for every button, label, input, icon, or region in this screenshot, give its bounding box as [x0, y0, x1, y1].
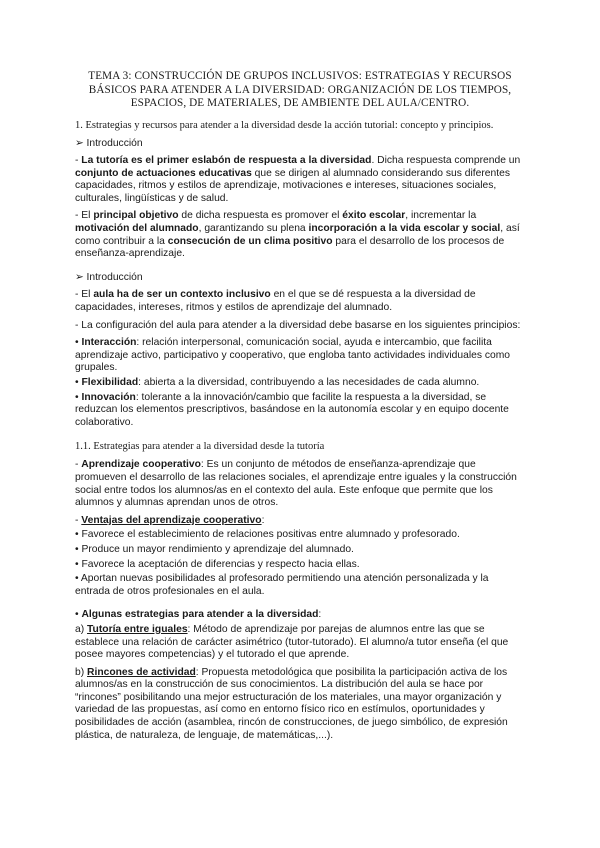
principle-flexibilidad: • Flexibilidad: abierta a la diversidad, contribuyendo a las necesidades de cada alumno. [75, 377, 480, 388]
intro-heading-1: ➢ Introducción [75, 137, 143, 149]
paragraph-aula-inclusivo: - El aula ha de ser un contexto inclusivo en el que se dé respuesta a la diversidad de capacidades, intereses, ritmos y estilos de aprendizaje del alumnado. [75, 289, 476, 314]
advantage-item: • Favorece la aceptación de diferencias y respecto hacia ellas. [75, 558, 360, 570]
advantages-heading: - Ventajas del aprendizaje cooperativo: [75, 514, 265, 526]
paragraph-objetivo: - El principal objetivo de dicha respuesta es promover el éxito escolar, incrementar la motivación del alumnado, garantizando su plena incorporación a la vida escolar y social, así como contribuir a la consecución de un clima positivo para el desarrollo de los procesos de enseñanza-aprendizaje. [75, 210, 520, 260]
intro-heading-2: ➢ Introducción [75, 271, 143, 283]
section-1-heading: 1. Estrategias y recursos para atender a la diversidad desde la acción tutorial: concepto y principios. [75, 119, 494, 131]
strategies-heading: • Algunas estrategias para atender a la diversidad: [75, 609, 322, 621]
principle-interaccion: • Interacción: relación interpersonal, comunicación social, ayuda e intercambio, que facilita aprendizaje activo, participativo y cooperativo, que engloba tanto actividades individuales como grupales. [75, 337, 511, 374]
paragraph-aprendizaje-cooperativo: - Aprendizaje cooperativo: Es un conjunto de métodos de enseñanza-aprendizaje que promueven el desarrollo de las relaciones sociales, el aprendizaje entre iguales y la construcción social entre todos los alumnos/as en el contexto del aula. Este enfoque que permite que los alumnos y alumnas aprendan unos de otros. [75, 459, 517, 509]
advantage-item: • Produce un mayor rendimiento y aprendizaje del alumnado. [75, 543, 354, 555]
strategy-tutoria-iguales: a) Tutoría entre iguales: Método de aprendizaje por parejas de alumnos entre las que se establece una relación de carácter asimétrico (tutor-tutorado). El alumno/a tutor enseña (el que posee mayores competencias) y el tutorado el que aprende. [75, 623, 509, 661]
paragraph-tutoria: - La tutoría es el primer eslabón de respuesta a la diversidad. Dicha respuesta comprende un conjunto de actuaciones educativas que se dirigen al alumnado considerando sus diferentes capacidades, ritmos y estilos de aprendizaje, motivaciones e intereses, situaciones sociales, culturales, lingüísticas y de salud. [75, 155, 521, 204]
advantage-item: • Aportan nuevas posibilidades al profesorado permitiendo una atención personalizada y la entrada de otros profesionales en el aula. [75, 573, 489, 597]
principle-innovacion: • Innovación: tolerante a la innovación/cambio que facilite la respuesta a la diversidad, se reduzcan los elementos prescriptivos, basándose en la autonomía escolar y en equipo docente colaborativo. [75, 391, 509, 428]
paragraph-configuracion: - La configuración del aula para atender a la diversidad debe basarse en los siguientes principios: [75, 319, 521, 331]
section-1-1-heading: 1.1. Estrategias para atender a la diversidad desde la tutoría [75, 441, 325, 453]
document-title: TEMA 3: CONSTRUCCIÓN DE GRUPOS INCLUSIVOS: ESTRATEGIAS Y RECURSOS BÁSICOS PARA ATENDER A LA DIVERSIDAD: ORGANIZACIÓN DE LOS TIEMPOS, ESPACIOS, DE MATERIALES, DE AMBIENTE DEL AULA/CENTRO. [88, 70, 512, 109]
strategy-rincones-actividad: b) Rincones de actividad: Propuesta metodológica que posibilita la participación activa de los alumnos/as en la construcción de sus conocimientos. La distribución del aula se hace por “rincones” posibilitando una mejor estructuración de los materiales, una mayor organización y variedad de las propuestas, así como en entorno físico rico en estímulos, oportunidades y posibilidades de acción (asamblea, rincón de construcciones, de juego simbólico, de expresión plástica, de naturaleza, de lenguaje, de matemáticas,...). [75, 666, 508, 741]
advantage-item: • Favorece el establecimiento de relaciones positivas entre alumnado y profesorado. [75, 529, 460, 541]
